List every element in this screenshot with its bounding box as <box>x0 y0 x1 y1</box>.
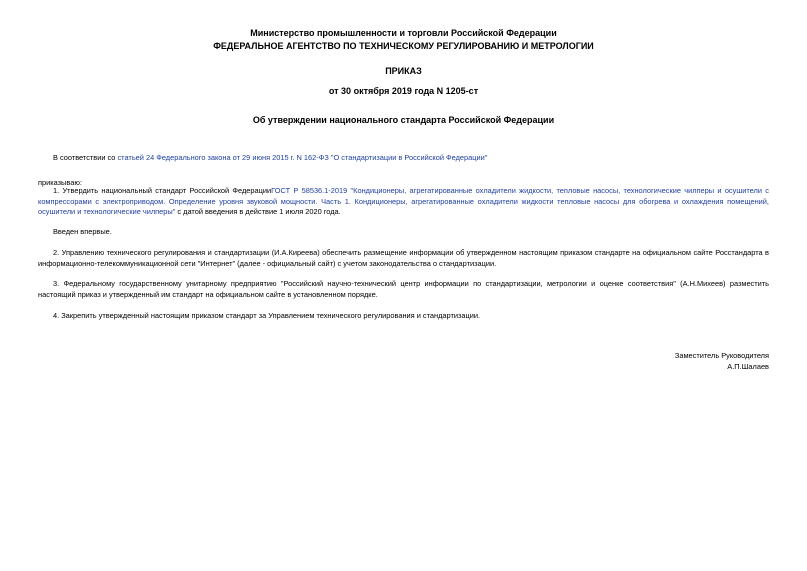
doc-date-number: от 30 октября 2019 года N 1205-ст <box>328 86 479 96</box>
doc-subject: Об утверждении национального стандарта Российской Федерации <box>252 115 555 125</box>
signature-position: Заместитель Руководителя <box>674 351 769 360</box>
doc-type: ПРИКАЗ <box>385 66 422 76</box>
preamble-paragraph <box>38 153 769 164</box>
agency-title: ФЕДЕРАЛЬНОЕ АГЕНТСТВО ПО ТЕХНИЧЕСКОМУ РЕГУЛИРОВАНИЮ И МЕТРОЛОГИИ <box>213 41 594 51</box>
item-3-paragraph: 3. Федеральному государственному унитарному предприятию "Российский научно-технический центр информации по стандартизации, метрологии и оценке соответствия" (А.Н.Михеев) разместить настоящий приказ и утвержденный им стандарт на официальном сайте в установленном порядке. <box>38 279 769 299</box>
preamble-prefix: В соответствии со <box>53 153 118 162</box>
item-1-suffix: с датой введения в действие 1 июля 2020 года. <box>175 207 341 217</box>
item-4-paragraph: 4. Закрепить утвержденный настоящим приказом стандарт за Управлением технического регулирования и стандартизации. <box>53 311 481 320</box>
federal-law-link[interactable]: статьей 24 Федерального закона от 29 июня 2015 г. N 162-ФЗ "О стандартизации в Российской Федерации" <box>117 153 488 162</box>
item-1-paragraph <box>38 186 769 218</box>
order-word: приказываю: <box>38 178 82 187</box>
ministry-title: Министерство промышленности и торговли Российской Федерации <box>250 28 557 38</box>
signature-name: А.П.Шалаев <box>727 362 769 371</box>
item-2-paragraph: 2. Управлению технического регулирования и стандартизации (И.А.Киреева) обеспечить размещение информации об утвержденном настоящим приказом стандарте на официальном сайте Росстандарта в информационно-телекоммуникационной сети "Интернет" (далее - официальный сайт) с учетом законодательства о стандартизации. <box>38 248 769 268</box>
item-1-prefix: 1. Утвердить национальный стандарт Российской Федерации <box>53 186 272 195</box>
gost-standard-link[interactable]: ГОСТ Р 58536.1-2019 "Кондиционеры, агрегатированные охладители жидкости, тепловые насосы, технологические чилперы и осушители с компрессорами с электроприводом. Определение уровня звуковой мощности. Часть 1. Кондиционеры, агрегатированные охладители жидкости тепловые насосы для обогрева и охлаждения помещений, осушители и технологические чилперы" <box>38 186 769 217</box>
intro-note: Введен впервые. <box>53 227 112 236</box>
